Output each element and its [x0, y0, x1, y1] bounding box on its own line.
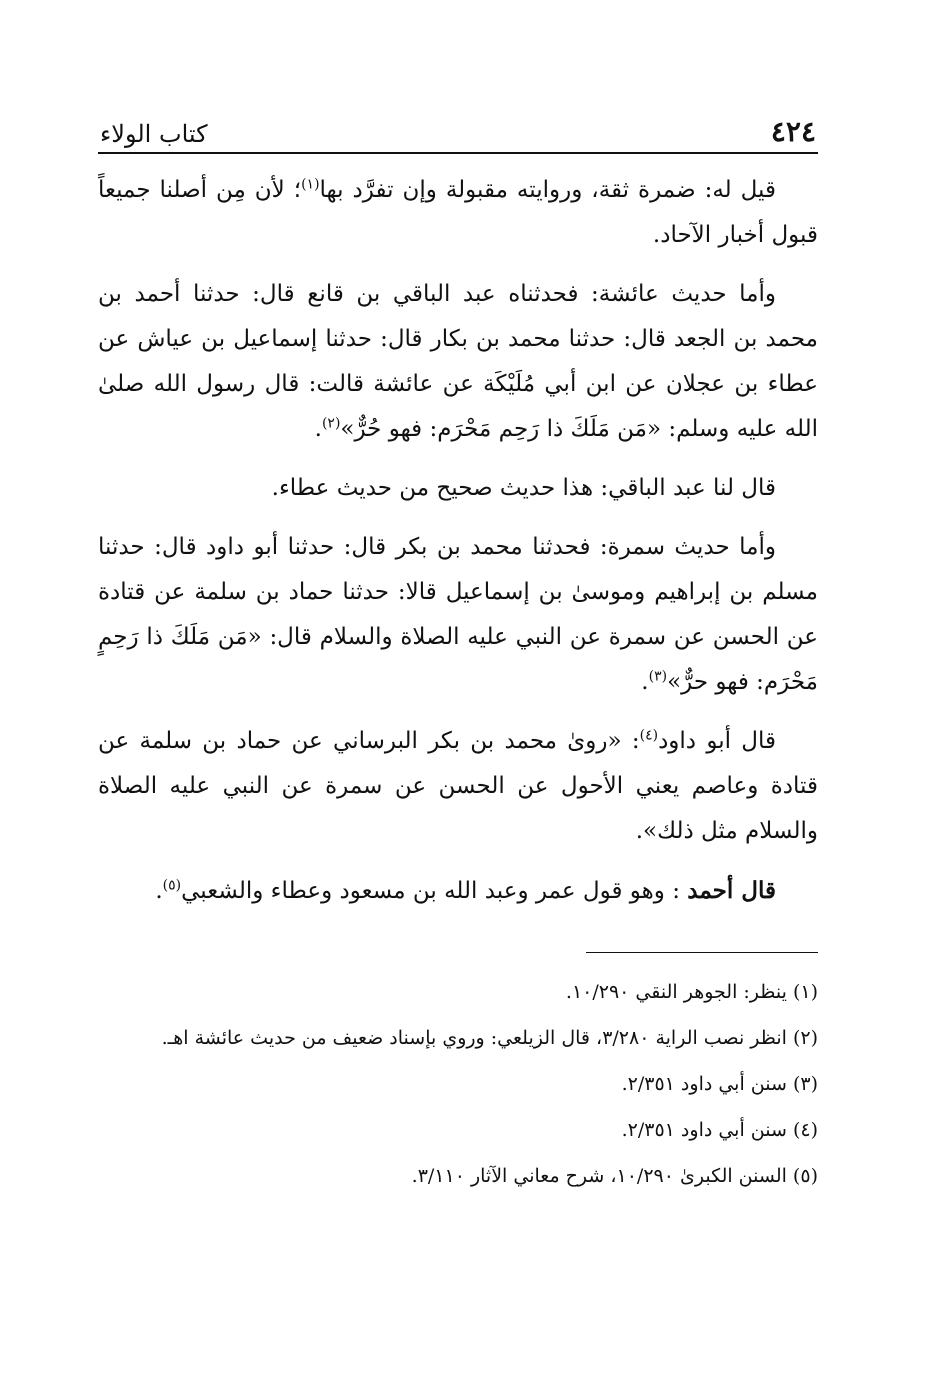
- paragraph-3-text: قال لنا عبد الباقي: هذا حديث صحيح من حديث عطاء.: [271, 475, 776, 501]
- footnote-ref-5[interactable]: (٥): [162, 877, 182, 894]
- footnote-1: (١) ينظر: الجوهر النقي ١٠/٢٩٠.: [565, 981, 818, 1003]
- paragraph-6-text: : وهو قول عمر وعبد الله بن مسعود وعطاء والشعبي: [181, 878, 688, 904]
- footnote-4: (٤) سنن أبي داود ٢/٣٥١.: [621, 1119, 818, 1141]
- paragraph-1-text-cont: ؛ لأن مِن أصلنا جميعاً قبول أخبار الآحاد.: [98, 177, 818, 248]
- paragraph-2-text: وأما حديث عائشة: فحدثناه عبد الباقي بن قانع قال: حدثنا أحمد بن محمد بن الجعد قال: حدثنا محمد بن بكار قال: حدثنا إسماعيل بن عياش عن عطاء بن عجلان عن ابن أبي مُلَيْكَة عن عائشة قالت: قال رسول الله صلىٰ الله عليه وسلم: «مَن مَلَكَ ذا رَحِم مَحْرَم: فهو حُرٌّ»: [98, 281, 818, 442]
- paragraph-2: [98, 272, 818, 452]
- footnote-5: (٥) السنن الكبرىٰ ١٠/٢٩٠، شرح معاني الآثار ٣/١١٠.: [411, 1165, 818, 1187]
- footnote-2: (٢) انظر نصب الراية ٣/٢٨٠، قال الزيلعي: وروي بإسناد ضعيف من حديث عائشة اهـ.: [161, 1027, 818, 1049]
- paragraph-4-text: وأما حديث سمرة: فحدثنا محمد بن بكر قال: حدثنا أبو داود قال: حدثنا مسلم بن إبراهيم وموسىٰ بن إسماعيل قالا: حدثنا حماد بن سلمة عن قتادة عن الحسن عن سمرة عن النبي عليه الصلاة والسلام قال: «مَن مَلَكَ ذا رَحِمٍ مَحْرَم: فهو حرٌّ»: [98, 534, 818, 695]
- paragraph-3: [98, 466, 818, 511]
- chapter-title: كتاب الولاء: [100, 120, 208, 148]
- paragraph-6-text-cont: .: [155, 878, 163, 904]
- footnote-ref-2[interactable]: (٢): [321, 415, 341, 432]
- paragraph-6-lead: قال أحمد: [687, 877, 776, 904]
- running-header: [98, 108, 818, 154]
- paragraph-5-text: قال أبو داود: [658, 728, 776, 754]
- footnote-3: (٣) سنن أبي داود ٢/٣٥١.: [621, 1073, 818, 1095]
- footnote-ref-1[interactable]: (١): [301, 176, 320, 193]
- footnote-ref-3[interactable]: (٣): [648, 668, 668, 685]
- paragraph-4-text-cont: .: [641, 669, 649, 695]
- page-number: ٤٢٤: [770, 115, 816, 148]
- footnote-divider: [586, 952, 818, 953]
- paragraph-6: [98, 868, 818, 914]
- book-page: [98, 108, 818, 1201]
- paragraph-5: [98, 719, 818, 854]
- main-text: [98, 168, 818, 914]
- paragraph-1-text: قيل له: ضمرة ثقة، وروايته مقبولة وإن تفرَّد بها: [319, 177, 776, 203]
- paragraph-2-text-cont: .: [314, 416, 322, 442]
- paragraph-4: [98, 525, 818, 705]
- paragraph-5-text-cont: : «روىٰ محمد بن بكر البرساني عن حماد بن سلمة عن قتادة وعاصم يعني الأحول عن الحسن عن سمرة عن النبي عليه الصلاة والسلام مثل ذلك».: [98, 728, 818, 844]
- footnote-ref-4[interactable]: (٤): [639, 727, 659, 744]
- footnotes: [98, 971, 818, 1197]
- paragraph-1: [98, 168, 818, 258]
